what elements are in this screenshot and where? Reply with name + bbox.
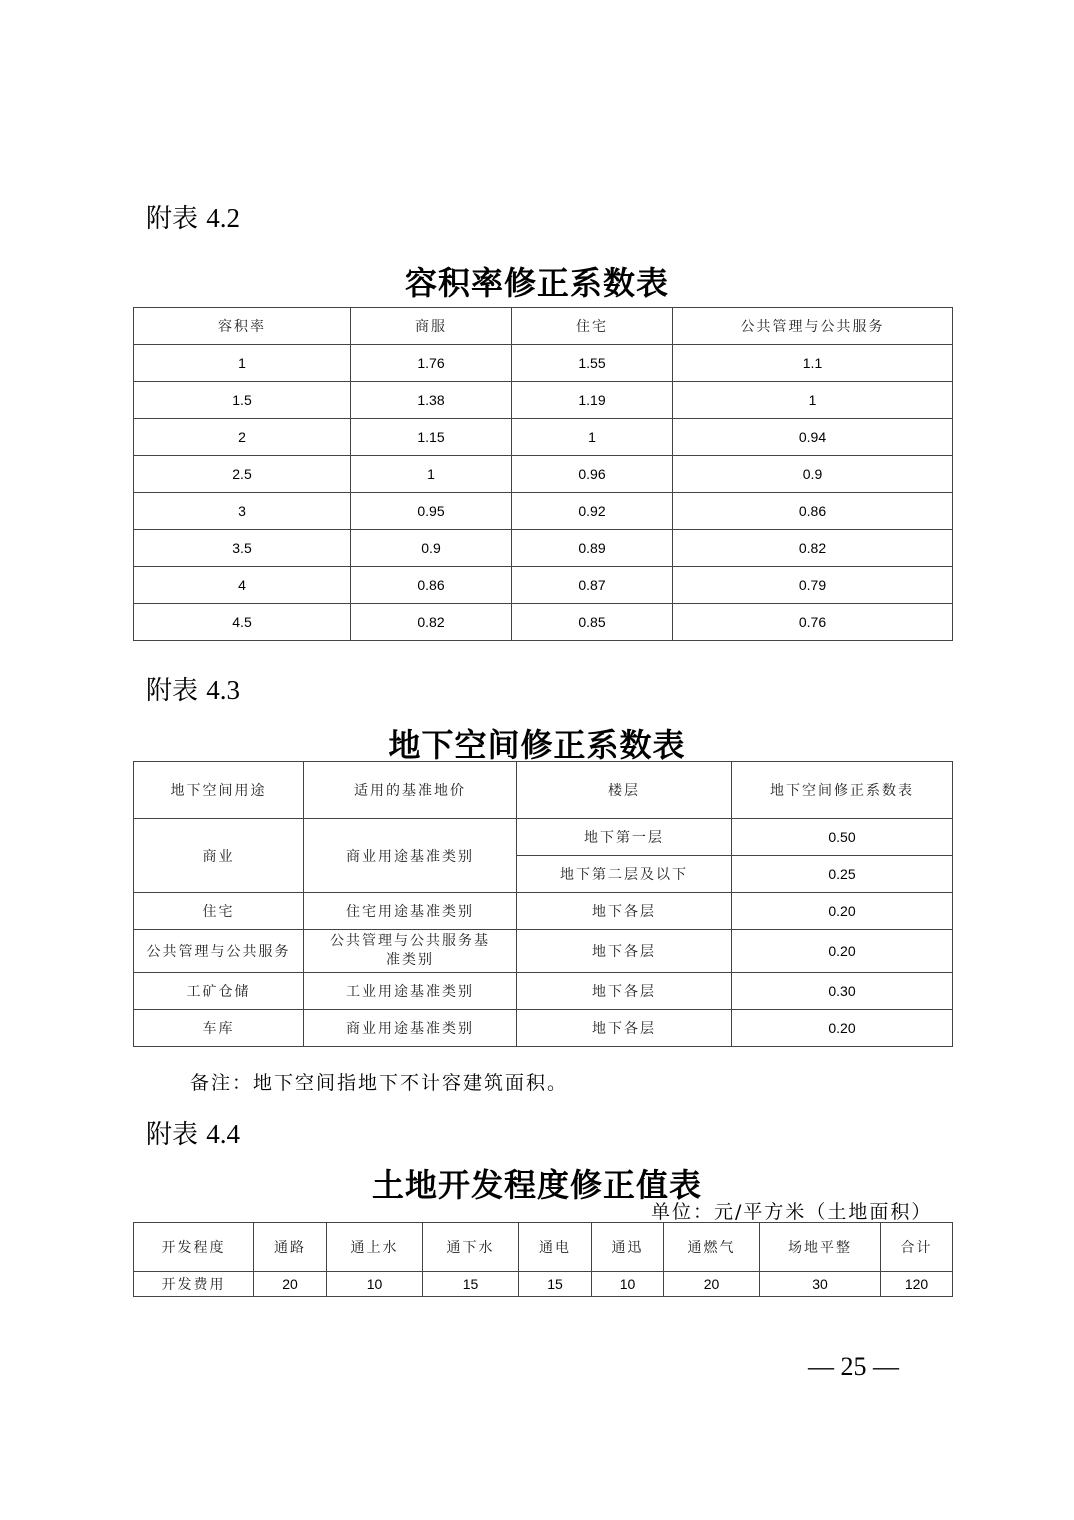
header-cell: 通路 — [254, 1223, 327, 1272]
table-cell: 工矿仓储 — [134, 973, 304, 1010]
table-row — [134, 819, 953, 856]
table-header-row — [134, 762, 953, 819]
table-cell: 0.94 — [673, 419, 953, 456]
appendix-label-4-2: 附表 4.2 — [146, 203, 241, 234]
table-cell: 公共管理与公共服务基准类别 — [304, 930, 517, 973]
table-cell: 商业用途基准类别 — [304, 819, 517, 893]
header-cell: 住宅 — [512, 308, 673, 345]
appendix-label-4-3: 附表 4.3 — [146, 675, 241, 706]
header-cell: 通燃气 — [664, 1223, 760, 1272]
table-cell: 0.9 — [351, 530, 512, 567]
table-cell: 3.5 — [134, 530, 351, 567]
header-cell: 商服 — [351, 308, 512, 345]
table-cell: 20 — [254, 1272, 327, 1297]
table-cell: 地下第一层 — [517, 819, 732, 856]
header-cell: 合计 — [881, 1223, 953, 1272]
table-cell: 0.76 — [673, 604, 953, 641]
table-cell: 0.86 — [351, 567, 512, 604]
table-cell: 地下各层 — [517, 930, 732, 973]
table-cell: 0.20 — [732, 930, 953, 973]
header-cell: 开发程度 — [134, 1223, 254, 1272]
table-row — [134, 1272, 953, 1297]
table-cell: 0.79 — [673, 567, 953, 604]
table-cell: 地下各层 — [517, 973, 732, 1010]
table-title-4-2: 容积率修正系数表 — [404, 264, 669, 302]
table-header-row — [134, 308, 953, 345]
table-cell: 1.5 — [134, 382, 351, 419]
header-cell: 场地平整 — [760, 1223, 881, 1272]
table-row — [134, 1010, 953, 1047]
table-cell: 4.5 — [134, 604, 351, 641]
header-cell: 通电 — [519, 1223, 592, 1272]
table-cell: 2 — [134, 419, 351, 456]
table-note: 备注：地下空间指地下不计容建筑面积。 — [190, 1072, 569, 1094]
table-row — [134, 530, 953, 567]
header-cell: 地下空间用途 — [134, 762, 304, 819]
table-cell: 0.96 — [512, 456, 673, 493]
table-cell: 1.76 — [351, 345, 512, 382]
table-cell: 0.95 — [351, 493, 512, 530]
table-cell: 开发费用 — [134, 1272, 254, 1297]
table-cell: 1.19 — [512, 382, 673, 419]
table-cell: 0.82 — [351, 604, 512, 641]
table-row — [134, 345, 953, 382]
table-row — [134, 382, 953, 419]
header-cell: 通迅 — [592, 1223, 664, 1272]
table-cell: 1.55 — [512, 345, 673, 382]
table-cell: 0.25 — [732, 856, 953, 893]
table-cell: 0.20 — [732, 1010, 953, 1047]
table-cell: 1.1 — [673, 345, 953, 382]
table-cell: 地下各层 — [517, 1010, 732, 1047]
appendix-label-4-4: 附表 4.4 — [146, 1119, 241, 1150]
table-row — [134, 973, 953, 1010]
table-cell: 1 — [512, 419, 673, 456]
header-cell: 地下空间修正系数表 — [732, 762, 953, 819]
table-cell: 0.87 — [512, 567, 673, 604]
table-cell: 120 — [881, 1272, 953, 1297]
table-row — [134, 567, 953, 604]
table-cell: 0.50 — [732, 819, 953, 856]
table-cell: 车库 — [134, 1010, 304, 1047]
table-cell: 1 — [673, 382, 953, 419]
table-cell: 15 — [423, 1272, 519, 1297]
header-cell: 通上水 — [327, 1223, 423, 1272]
table-cell: 0.20 — [732, 893, 953, 930]
table-header-row — [134, 1223, 953, 1272]
table-cell: 3 — [134, 493, 351, 530]
table-cell: 0.82 — [673, 530, 953, 567]
table-cell: 0.30 — [732, 973, 953, 1010]
table-cell: 商业 — [134, 819, 304, 893]
table-cell: 地下各层 — [517, 893, 732, 930]
table-cell: 20 — [664, 1272, 760, 1297]
table-row — [134, 893, 953, 930]
page-number: — 25 — — [808, 1352, 899, 1381]
header-cell: 楼层 — [517, 762, 732, 819]
header-cell: 公共管理与公共服务 — [673, 308, 953, 345]
table-cell: 0.9 — [673, 456, 953, 493]
table-cell: 0.86 — [673, 493, 953, 530]
table-cell: 10 — [327, 1272, 423, 1297]
table-cell: 住宅 — [134, 893, 304, 930]
table-cell: 工业用途基准类别 — [304, 973, 517, 1010]
table-cell: 商业用途基准类别 — [304, 1010, 517, 1047]
table-row — [134, 604, 953, 641]
table-cell: 4 — [134, 567, 351, 604]
table-cell: 0.92 — [512, 493, 673, 530]
header-cell: 适用的基准地价 — [304, 762, 517, 819]
table-title-4-3: 地下空间修正系数表 — [388, 726, 686, 764]
header-cell: 通下水 — [423, 1223, 519, 1272]
table-cell: 30 — [760, 1272, 881, 1297]
underground-space-table — [133, 761, 953, 1047]
table-cell: 住宅用途基准类别 — [304, 893, 517, 930]
table-cell: 0.89 — [512, 530, 673, 567]
table-cell: 公共管理与公共服务 — [134, 930, 304, 973]
floor-area-ratio-table — [133, 307, 953, 641]
table-cell: 0.85 — [512, 604, 673, 641]
land-development-table — [133, 1222, 953, 1297]
table-cell: 2.5 — [134, 456, 351, 493]
table-cell: 1 — [351, 456, 512, 493]
unit-label: 单位：元/平方米（土地面积） — [651, 1201, 933, 1223]
table-cell: 10 — [592, 1272, 664, 1297]
table-row — [134, 456, 953, 493]
table-row — [134, 419, 953, 456]
header-cell: 容积率 — [134, 308, 351, 345]
table-row — [134, 930, 953, 973]
table-row — [134, 493, 953, 530]
table-cell: 1 — [134, 345, 351, 382]
table-cell: 地下第二层及以下 — [517, 856, 732, 893]
table-cell: 15 — [519, 1272, 592, 1297]
table-cell: 1.15 — [351, 419, 512, 456]
table-cell: 1.38 — [351, 382, 512, 419]
table-title-4-4: 土地开发程度修正值表 — [371, 1166, 702, 1204]
